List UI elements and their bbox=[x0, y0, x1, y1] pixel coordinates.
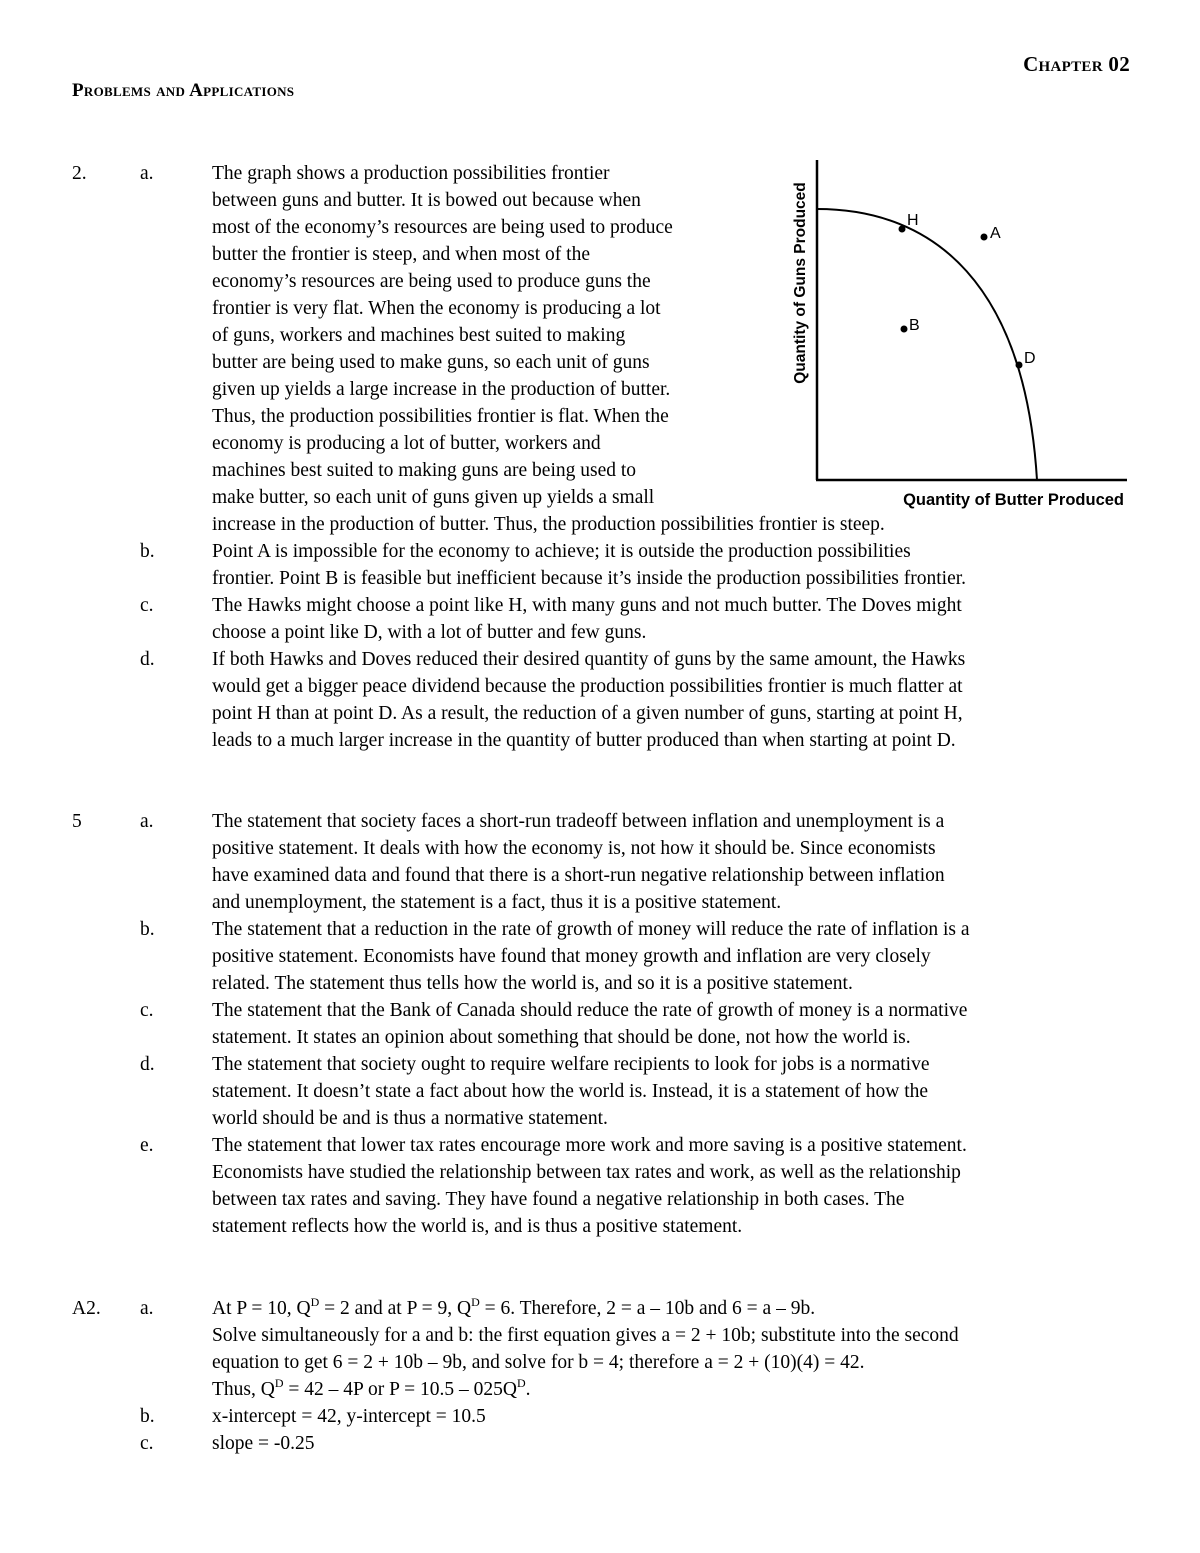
answer-line: most of the economy’s resources are being used to produce bbox=[212, 217, 673, 238]
answer-line: The statement that society ought to require welfare recipients to look for jobs is a normative bbox=[212, 1054, 930, 1075]
answer-line: positive statement. Economists have found that money growth and inflation are very closely bbox=[212, 946, 931, 967]
answer-line: increase in the production of butter. Thus, the production possibilities frontier is steep. bbox=[212, 514, 885, 535]
ppf-chart bbox=[785, 155, 1130, 515]
part-label-c: c. bbox=[140, 1433, 154, 1454]
part-label-e: e. bbox=[140, 1135, 154, 1156]
answer-line: between tax rates and saving. They have found a negative relationship in both cases. The bbox=[212, 1189, 905, 1210]
answer-line: positive statement. It deals with how the economy is, not how it should be. Since economists bbox=[212, 838, 936, 859]
question-number: 5 bbox=[72, 811, 82, 832]
answer-line: x-intercept = 42, y-intercept = 10.5 bbox=[212, 1406, 486, 1427]
answer-line: statement reflects how the world is, and is thus a positive statement. bbox=[212, 1216, 743, 1237]
answer-line: and unemployment, the statement is a fact, thus it is a positive statement. bbox=[212, 892, 782, 913]
answer-line: Economists have studied the relationship between tax rates and work, as well as the relationship bbox=[212, 1162, 961, 1183]
answer-line: The statement that the Bank of Canada should reduce the rate of growth of money is a normative bbox=[212, 1000, 968, 1021]
answer-line: slope = -0.25 bbox=[212, 1433, 315, 1454]
part-label-b: b. bbox=[140, 1406, 155, 1427]
point-b-marker bbox=[901, 326, 908, 333]
part-label-b: b. bbox=[140, 541, 155, 562]
answer-line: frontier is very flat. When the economy is producing a lot bbox=[212, 298, 661, 319]
answer-line: statement. It states an opinion about something that should be done, not how the world is. bbox=[212, 1027, 911, 1048]
section-title: Problems and Applications bbox=[72, 80, 295, 101]
question-number: 2. bbox=[72, 163, 87, 184]
answer-line: economy’s resources are being used to produce guns the bbox=[212, 271, 651, 292]
answer-line: equation to get 6 = 2 + 10b – 9b, and solve for b = 4; therefore a = 2 + (10)(4) = 42. bbox=[212, 1352, 865, 1373]
answer-line: The statement that society faces a short-run tradeoff between inflation and unemployment is a bbox=[212, 811, 945, 832]
point-h-marker bbox=[899, 226, 906, 233]
part-label-d: d. bbox=[140, 1054, 155, 1075]
answer-line: The graph shows a production possibilities frontier bbox=[212, 163, 610, 184]
part-label-c: c. bbox=[140, 1000, 154, 1021]
answer-line: Solve simultaneously for a and b: the first equation gives a = 2 + 10b; substitute into the second bbox=[212, 1325, 959, 1346]
answer-line: Thus, $Q^D = 42 - 4P$ or $P = 10.5 - 025Q^D$. bbox=[212, 1376, 531, 1400]
answer-line: economy is producing a lot of butter, workers and bbox=[212, 433, 601, 454]
answer-line: The Hawks might choose a point like H, with many guns and not much butter. The Doves might bbox=[212, 595, 962, 616]
part-label-d: d. bbox=[140, 649, 155, 670]
answer-line: of guns, workers and machines best suited to making bbox=[212, 325, 626, 346]
answer-line: leads to a much larger increase in the quantity of butter produced than when starting at point D. bbox=[212, 730, 956, 751]
answer-line: At P = 10, $Q^D = 2$ and at P = 9, $Q^D = 6$. Therefore, 2 = a – 10b and 6 = a – 9b. bbox=[212, 1295, 816, 1319]
point-a-label: A bbox=[990, 225, 1001, 242]
part-label-a: a. bbox=[140, 1298, 154, 1319]
answer-line: Point A is impossible for the economy to achieve; it is outside the production possibilities bbox=[212, 541, 911, 562]
answer-line: make butter, so each unit of guns given up yields a small bbox=[212, 487, 655, 508]
point-d-label: D bbox=[1024, 350, 1036, 367]
answer-line: point H than at point D. As a result, the reduction of a given number of guns, starting at point H, bbox=[212, 703, 963, 724]
answer-line: related. The statement thus tells how the world is, and so it is a positive statement. bbox=[212, 973, 853, 994]
part-label-a: a. bbox=[140, 163, 154, 184]
point-b-label: B bbox=[909, 317, 920, 334]
answer-line: statement. It doesn’t state a fact about how the world is. Instead, it is a statement of how the bbox=[212, 1081, 929, 1102]
point-h-label: H bbox=[907, 212, 919, 229]
answer-line: butter are being used to make guns, so each unit of guns bbox=[212, 352, 650, 373]
answer-line: The statement that a reduction in the rate of growth of money will reduce the rate of inflation is a bbox=[212, 919, 970, 940]
part-label-a: a. bbox=[140, 811, 154, 832]
frontier-curve bbox=[817, 209, 1037, 480]
answer-line: have examined data and found that there is a short-run negative relationship between inflation bbox=[212, 865, 945, 886]
answer-line: given up yields a large increase in the production of butter. bbox=[212, 379, 671, 400]
answer-line: frontier. Point B is feasible but inefficient because it’s inside the production possibilities frontier. bbox=[212, 568, 967, 589]
answer-line: would get a bigger peace dividend because the production possibilities frontier is much flatter at bbox=[212, 676, 963, 697]
y-axis-label: Quantity of Guns Produced bbox=[792, 182, 809, 384]
answer-line: If both Hawks and Doves reduced their desired quantity of guns by the same amount, the Hawks bbox=[212, 649, 966, 670]
point-a-marker bbox=[981, 234, 988, 241]
answer-line: choose a point like D, with a lot of butter and few guns. bbox=[212, 622, 647, 643]
answer-line: between guns and butter. It is bowed out because when bbox=[212, 190, 641, 211]
question-number: A2. bbox=[72, 1298, 101, 1319]
chapter-heading: Chapter 02 bbox=[1023, 52, 1130, 76]
answer-line: machines best suited to making guns are being used to bbox=[212, 460, 637, 481]
answer-line: butter the frontier is steep, and when most of the bbox=[212, 244, 590, 265]
answer-line: world should be and is thus a normative statement. bbox=[212, 1108, 608, 1129]
part-label-c: c. bbox=[140, 595, 154, 616]
answer-line: The statement that lower tax rates encourage more work and more saving is a positive statement. bbox=[212, 1135, 967, 1156]
answer-line: Thus, the production possibilities frontier is flat. When the bbox=[212, 406, 669, 427]
part-label-b: b. bbox=[140, 919, 155, 940]
x-axis-label: Quantity of Butter Produced bbox=[903, 491, 1124, 509]
point-d-marker bbox=[1016, 362, 1023, 369]
